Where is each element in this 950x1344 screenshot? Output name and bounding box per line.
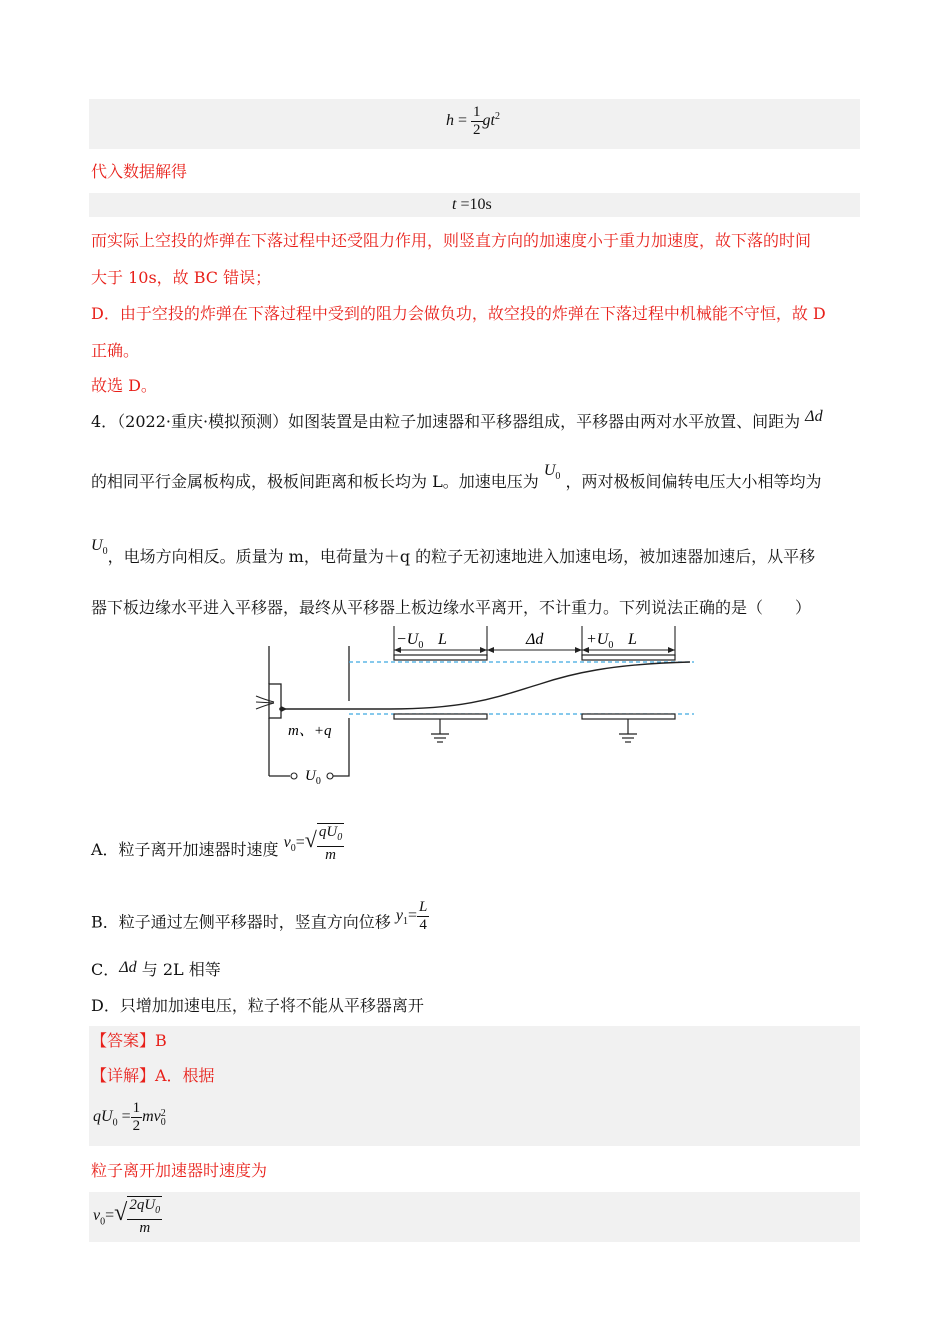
ground-left-icon (431, 719, 449, 742)
right-plate-voltage-label: $+U_0$ (586, 631, 614, 651)
formula-h (446, 104, 500, 139)
q4-delta-d: Δd (805, 408, 823, 425)
option-b-lhs-sub: 1 (402, 916, 408, 928)
accel-voltage-label: $U_0$ (305, 768, 321, 787)
speed-text: 粒子离开加速器时速度为 (91, 1161, 268, 1180)
para1-line1: 而实际上空投的炸弹在下落过程中还受阻力作用，则竖直方向的加速度小于重力加速度，故下落的时间 (91, 231, 812, 250)
formula-v0-eq: = (105, 1207, 115, 1225)
formula-t-lhs: t (452, 196, 457, 213)
formula-v0 (93, 1196, 162, 1237)
detail-text: 【详解】A．根据 (91, 1066, 215, 1085)
right-plate-length-label: L (628, 631, 637, 648)
para2-line1: D．由于空投的炸弹在下落过程中受到的阻力会做负功，故空投的炸弹在下落过程中机械能不守恒，故 D (91, 304, 826, 323)
option-a (91, 823, 344, 875)
option-a-num: qU (318, 823, 338, 840)
formula-h-exp: 2 (494, 110, 500, 122)
q4-u0-accel (544, 458, 561, 489)
formula-block-v0 (89, 1192, 860, 1242)
particle-path (281, 662, 690, 709)
formula-h-frac (471, 104, 483, 139)
option-b (91, 900, 429, 946)
formula-qu0-lhs: qU (93, 1108, 113, 1126)
answer-text: 【答案】B (91, 1031, 167, 1050)
formula-v0-lhs: v (93, 1207, 101, 1225)
q4-line3-text: ，电场方向相反。质量为 m，电荷量为＋q 的粒子无初速地进入加速电场，被加速器加速后，从平移 (107, 547, 816, 566)
formula-qu0-den: 2 (132, 1118, 141, 1134)
para2-line2: 正确。 (91, 341, 140, 360)
option-b-formula: $y_1=$ $\frac{L}{4}$ (395, 898, 428, 933)
ground-right-icon (619, 719, 637, 742)
option-b-text: B．粒子通过左侧平移器时，竖直方向位移 (91, 912, 391, 932)
option-d: D．只增加加速电压，粒子将不能从平移器离开 (91, 996, 424, 1015)
formula-h-eq: = (458, 112, 468, 130)
q4-line2 (91, 462, 822, 501)
formula-qu0-lhs-sub: 0 (112, 1117, 118, 1129)
wire-right (333, 718, 349, 776)
apparatus-diagram (250, 622, 700, 792)
formula-qu0-sub: 0 (160, 1116, 166, 1128)
formula-v0-num: 2qU (129, 1197, 156, 1213)
q4-u0-sub2: 0 (102, 546, 108, 558)
q4-line4: 器下板边缘水平进入平移器，最终从平移器上板边缘水平离开，不计重力。下列说法正确的是（ ） (91, 598, 812, 617)
para1-line2: 大于 10s，故 BC 错误； (91, 268, 272, 287)
q4-line2-text-a: 的相同平行金属板构成，极板间距离和板长均为 L。加速电压为 (91, 472, 539, 491)
q4-u0-deflect (91, 533, 108, 564)
option-a-formula: $v_0=√$ $\frac{qU_0}{m}$ (283, 823, 343, 863)
sqrt-icon-2: √ (114, 1200, 128, 1227)
formula-t (452, 193, 492, 217)
right-upper-plate (582, 655, 675, 660)
source-icon (256, 696, 274, 709)
formula-v0-den: m (139, 1220, 151, 1236)
option-a-frac (317, 823, 344, 864)
right-lower-plate (582, 714, 675, 719)
terminal-right (327, 773, 333, 779)
formula-qu0-sup: 2 (160, 1107, 166, 1119)
option-a-num-sub: 0 (337, 831, 343, 843)
option-b-lhs: y (395, 907, 403, 924)
option-b-frac (417, 899, 429, 934)
q4-line1 (91, 410, 823, 435)
formula-qu0-scripts (161, 1109, 166, 1127)
formula-t-rhs: =10s (460, 196, 492, 213)
formula-v0-num-sub: 0 (155, 1205, 161, 1216)
formula-qu0-num: 1 (132, 1100, 141, 1116)
q4-line2-text-b: ，两对极板间偏转电压大小相等均为 (565, 472, 822, 491)
gap-label: Δd (526, 631, 544, 648)
choose-text: 故选 D。 (91, 376, 157, 395)
sub-data-text: 代入数据解得 (91, 162, 188, 181)
formula-qu0-frac (131, 1100, 143, 1135)
option-a-lhs: v (283, 834, 291, 851)
formula-qu0 (93, 1100, 166, 1135)
formula-h-num: 1 (473, 104, 481, 120)
option-a-lhs-sub: 0 (290, 843, 296, 855)
formula-v0-lhs-sub: 0 (100, 1216, 106, 1228)
option-b-den: 4 (419, 916, 427, 933)
sqrt-icon: √ (304, 827, 317, 852)
option-c: C．Δd 与 2L 相等 (91, 959, 221, 979)
formula-h-lhs: h (446, 112, 454, 130)
formula-v0-frac (127, 1196, 162, 1237)
q4-u0-sym: U (543, 462, 556, 479)
left-plate-length-label: L (438, 631, 447, 648)
particle-dot (279, 707, 283, 711)
q4-line3 (91, 537, 816, 576)
q4-u0-sym2: U (91, 537, 103, 554)
formula-qu0-eq: = (121, 1108, 131, 1126)
terminal-left (291, 773, 297, 779)
option-a-den: m (325, 846, 336, 863)
formula-h-rhs: gt (482, 112, 495, 130)
left-upper-plate (394, 655, 487, 660)
formula-qu0-rhs: mv (142, 1108, 161, 1126)
option-c-text: 与 2L 相等 (136, 960, 221, 979)
left-lower-plate (394, 714, 487, 719)
option-a-text: A．粒子离开加速器时速度 (91, 840, 279, 860)
q4-u0-sub: 0 (555, 471, 561, 483)
left-plate-voltage-label: $-U_0$ (396, 631, 424, 651)
option-b-num: L (419, 898, 428, 915)
q4-line1-text: 4．（2022·重庆·模拟预测）如图装置是由粒子加速器和平移器组成，平移器由两对水平放置、间距为 (91, 412, 801, 431)
formula-h-den: 2 (473, 122, 481, 138)
particle-label: m、+q (288, 723, 332, 739)
option-c-sym: Δd (119, 959, 137, 976)
